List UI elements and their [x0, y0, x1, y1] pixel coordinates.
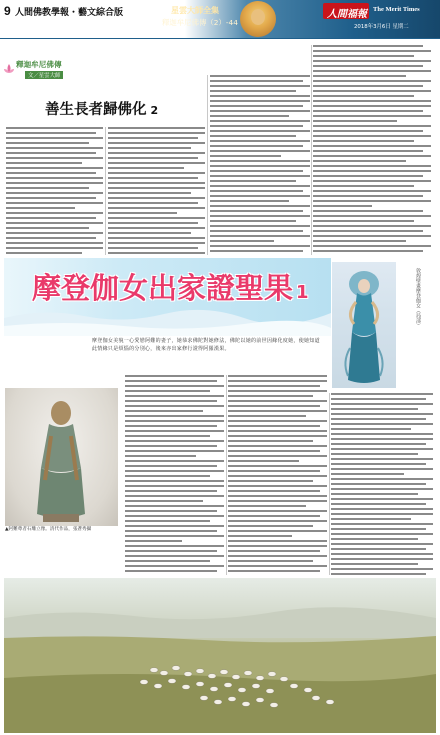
- text-line: [228, 440, 313, 442]
- text-line: [6, 192, 103, 194]
- text-line: [313, 55, 414, 57]
- text-line: [210, 240, 274, 242]
- text-line: [210, 180, 296, 182]
- text-line: [313, 210, 423, 212]
- text-line: [313, 115, 431, 117]
- text-line: [331, 508, 433, 510]
- article2-part: 1: [296, 282, 309, 303]
- column-rule: [329, 393, 330, 575]
- text-line: [108, 232, 191, 234]
- text-line: [331, 513, 433, 515]
- text-line: [108, 182, 205, 184]
- column-tag: [3, 58, 77, 82]
- text-line: [108, 237, 205, 239]
- text-line: [125, 540, 182, 542]
- series-subtitle: 釋迦牟尼佛傳（2）-44: [162, 18, 238, 27]
- text-line: [6, 152, 96, 154]
- article1-body-col2: [108, 127, 205, 255]
- lotus-icon: [3, 60, 15, 72]
- text-line: [313, 45, 423, 47]
- article1-title-text: 善生長者歸佛化: [45, 102, 147, 118]
- text-line: [125, 375, 224, 377]
- text-line: [228, 490, 320, 492]
- text-line: [6, 237, 96, 239]
- text-line: [6, 162, 82, 164]
- series-title: 星雲大師全集: [171, 6, 219, 15]
- text-line: [313, 160, 406, 162]
- text-line: [125, 450, 224, 452]
- text-line: [313, 60, 431, 62]
- text-line: [6, 247, 103, 249]
- text-line: [210, 245, 310, 247]
- text-line: [331, 458, 433, 460]
- text-line: [6, 207, 75, 209]
- text-line: [6, 167, 103, 169]
- header-divider: [0, 38, 440, 39]
- text-line: [210, 165, 310, 167]
- text-line: [108, 202, 198, 204]
- text-line: [331, 393, 433, 395]
- text-line: [210, 210, 303, 212]
- text-line: [108, 127, 205, 129]
- text-line: [228, 475, 327, 477]
- text-line: [210, 75, 310, 77]
- text-line: [210, 135, 296, 137]
- text-line: [125, 440, 224, 442]
- text-line: [313, 215, 431, 217]
- text-line: [210, 105, 303, 107]
- text-line: [6, 137, 103, 139]
- text-line: [331, 518, 411, 520]
- text-line: [210, 225, 310, 227]
- text-line: [210, 125, 303, 127]
- text-line: [313, 170, 431, 172]
- column-rule: [226, 375, 227, 575]
- text-line: [331, 473, 404, 475]
- newspaper-logo: [323, 3, 369, 19]
- text-line: [108, 157, 198, 159]
- article2-body-col3: [331, 393, 433, 575]
- text-line: [313, 180, 431, 182]
- text-line: [210, 220, 296, 222]
- buddha-portrait: [240, 1, 276, 37]
- text-line: [313, 100, 431, 102]
- text-line: [210, 95, 310, 97]
- text-line: [313, 105, 431, 107]
- text-line: [125, 485, 224, 487]
- text-line: [331, 498, 433, 500]
- text-line: [125, 420, 224, 422]
- text-line: [228, 515, 320, 517]
- text-line: [210, 150, 310, 152]
- text-line: [228, 410, 327, 412]
- text-line: [228, 415, 306, 417]
- column-rule: [105, 127, 106, 255]
- text-line: [108, 207, 205, 209]
- text-line: [228, 565, 327, 567]
- text-line: [331, 423, 433, 425]
- text-line: [125, 455, 196, 457]
- text-line: [313, 195, 423, 197]
- text-line: [313, 110, 423, 112]
- text-line: [313, 50, 431, 52]
- article1-body-col1: [6, 127, 103, 255]
- text-line: [125, 495, 224, 497]
- text-line: [108, 222, 198, 224]
- text-line: [125, 425, 217, 427]
- column-tag-byline: 文／星雲大師: [25, 71, 63, 79]
- text-line: [6, 177, 103, 179]
- text-line: [6, 142, 89, 144]
- text-line: [6, 172, 96, 174]
- text-line: [125, 465, 217, 467]
- text-line: [108, 192, 191, 194]
- text-line: [228, 435, 327, 437]
- text-line: [313, 120, 397, 122]
- column-tag-name: 釋迦牟尼佛傳: [16, 60, 62, 69]
- article2-title-text: 摩登伽女出家證聖果: [32, 271, 294, 305]
- text-line: [125, 535, 224, 537]
- text-line: [125, 395, 224, 397]
- text-line: [125, 480, 224, 482]
- text-line: [210, 155, 281, 157]
- text-line: [210, 110, 310, 112]
- text-line: [331, 568, 433, 570]
- text-line: [228, 395, 313, 397]
- text-line: [125, 510, 217, 512]
- text-line: [331, 443, 426, 445]
- text-line: [228, 525, 313, 527]
- text-line: [210, 205, 310, 207]
- banner: [4, 258, 331, 336]
- text-line: [210, 215, 310, 217]
- text-line: [313, 70, 431, 72]
- text-line: [210, 145, 303, 147]
- text-line: [331, 483, 426, 485]
- text-line: [313, 190, 431, 192]
- text-line: [228, 385, 320, 387]
- text-line: [331, 478, 433, 480]
- text-line: [108, 247, 198, 249]
- text-line: [6, 242, 103, 244]
- text-line: [6, 212, 103, 214]
- text-line: [125, 550, 217, 552]
- text-line: [108, 177, 198, 179]
- text-line: [313, 175, 423, 177]
- text-line: [228, 510, 327, 512]
- text-line: [313, 80, 431, 82]
- text-line: [108, 197, 205, 199]
- text-line: [228, 405, 320, 407]
- text-line: [331, 553, 433, 555]
- text-line: [331, 468, 433, 470]
- text-line: [210, 100, 310, 102]
- text-line: [331, 408, 418, 410]
- text-line: [125, 410, 203, 412]
- statue-caption: ▲阿難尊者石雕立像。清代作品，張蒼秀攝: [5, 527, 92, 532]
- text-line: [313, 130, 423, 132]
- text-line: [331, 463, 426, 465]
- text-line: [331, 398, 426, 400]
- dunhuang-painting: [332, 262, 396, 388]
- text-line: [228, 460, 299, 462]
- text-line: [210, 130, 310, 132]
- text-line: [108, 132, 205, 134]
- text-line: [210, 235, 310, 237]
- text-line: [6, 217, 96, 219]
- text-line: [125, 500, 203, 502]
- text-line: [125, 380, 217, 382]
- text-line: [313, 90, 431, 92]
- page-number: 9: [4, 4, 11, 18]
- text-line: [313, 205, 372, 207]
- text-line: [210, 250, 303, 252]
- text-line: [108, 147, 191, 149]
- text-line: [228, 455, 327, 457]
- text-line: [125, 570, 217, 572]
- article1-body-col3: [210, 75, 310, 255]
- text-line: [125, 545, 224, 547]
- text-line: [313, 85, 423, 87]
- issue-date: 2018年3月6日 星期二: [354, 24, 409, 30]
- text-line: [210, 190, 303, 192]
- text-line: [228, 560, 313, 562]
- text-line: [125, 385, 224, 387]
- text-line: [228, 555, 327, 557]
- text-line: [228, 535, 292, 537]
- text-line: [125, 390, 210, 392]
- text-line: [331, 438, 433, 440]
- text-line: [228, 570, 320, 572]
- text-line: [313, 65, 423, 67]
- text-line: [125, 400, 217, 402]
- text-line: [210, 120, 310, 122]
- text-line: [313, 230, 423, 232]
- text-line: [228, 505, 306, 507]
- text-line: [228, 465, 327, 467]
- text-line: [108, 162, 205, 164]
- text-line: [228, 420, 327, 422]
- text-line: [210, 230, 303, 232]
- text-line: [313, 250, 423, 252]
- text-line: [313, 150, 423, 152]
- text-line: [313, 200, 431, 202]
- text-line: [331, 488, 433, 490]
- text-line: [228, 550, 320, 552]
- text-line: [228, 500, 327, 502]
- text-line: [228, 480, 313, 482]
- text-line: [331, 448, 433, 450]
- text-line: [331, 433, 433, 435]
- text-line: [313, 225, 431, 227]
- text-line: [228, 375, 327, 377]
- text-line: [125, 530, 217, 532]
- text-line: [108, 152, 205, 154]
- text-line: [313, 95, 414, 97]
- text-line: [125, 560, 210, 562]
- section-title: 人間佛教學報・藝文綜合版: [15, 8, 124, 18]
- text-line: [331, 428, 411, 430]
- text-line: [210, 90, 296, 92]
- text-line: [210, 175, 310, 177]
- text-line: [125, 435, 210, 437]
- painting-caption: 敦煌壁畫摩登伽女（局部）: [415, 268, 421, 328]
- text-line: [108, 167, 184, 169]
- text-line: [125, 460, 224, 462]
- text-line: [108, 242, 205, 244]
- text-line: [313, 240, 406, 242]
- text-line: [313, 245, 431, 247]
- text-line: [228, 430, 327, 432]
- text-line: [313, 155, 431, 157]
- text-line: [331, 538, 418, 540]
- text-line: [6, 222, 103, 224]
- text-line: [331, 533, 433, 535]
- text-line: [313, 125, 431, 127]
- text-line: [210, 195, 310, 197]
- text-line: [6, 157, 103, 159]
- text-line: [125, 505, 224, 507]
- text-line: [6, 252, 82, 254]
- text-line: [6, 187, 89, 189]
- column-rule: [207, 75, 208, 255]
- text-line: [125, 555, 224, 557]
- text-line: [228, 445, 327, 447]
- text-line: [313, 165, 431, 167]
- text-line: [125, 430, 224, 432]
- text-line: [331, 418, 426, 420]
- text-line: [228, 530, 327, 532]
- text-line: [6, 127, 103, 129]
- text-line: [108, 252, 205, 254]
- text-line: [108, 137, 198, 139]
- newspaper-name: 人間福報: [327, 9, 367, 20]
- text-line: [228, 450, 320, 452]
- text-line: [6, 132, 96, 134]
- text-line: [6, 197, 96, 199]
- text-line: [331, 558, 433, 560]
- text-line: [228, 470, 320, 472]
- text-line: [210, 80, 303, 82]
- text-line: [228, 425, 320, 427]
- text-line: [125, 525, 224, 527]
- newspaper-english: The Merit Times: [373, 6, 420, 13]
- text-line: [331, 493, 418, 495]
- article2-body-col1: [125, 375, 224, 575]
- text-line: [210, 170, 303, 172]
- column-rule: [311, 45, 312, 255]
- text-line: [108, 142, 205, 144]
- text-line: [6, 202, 103, 204]
- text-line: [331, 403, 433, 405]
- text-line: [125, 565, 224, 567]
- text-line: [331, 528, 426, 530]
- text-line: [125, 445, 217, 447]
- text-line: [6, 182, 103, 184]
- text-line: [331, 453, 418, 455]
- text-line: [125, 515, 224, 517]
- text-line: [331, 503, 426, 505]
- text-line: [331, 573, 426, 575]
- text-line: [331, 563, 418, 565]
- text-line: [125, 475, 210, 477]
- text-line: [228, 540, 327, 542]
- text-line: [210, 200, 289, 202]
- text-line: [108, 227, 205, 229]
- article2-body-col2: [228, 375, 327, 575]
- article1-title: [45, 98, 158, 119]
- text-line: [210, 85, 310, 87]
- text-line: [228, 485, 327, 487]
- article2-title: [32, 266, 309, 307]
- text-line: [125, 520, 210, 522]
- text-line: [228, 400, 327, 402]
- landscape-photo: [4, 578, 436, 733]
- text-line: [313, 75, 406, 77]
- text-line: [210, 185, 310, 187]
- text-line: [210, 160, 310, 162]
- text-line: [6, 147, 103, 149]
- text-line: [125, 415, 224, 417]
- text-line: [125, 405, 224, 407]
- text-line: [313, 145, 431, 147]
- text-line: [313, 140, 414, 142]
- text-line: [108, 187, 205, 189]
- text-line: [313, 220, 414, 222]
- text-line: [313, 185, 414, 187]
- page-header: [0, 0, 440, 38]
- text-line: [108, 217, 205, 219]
- text-line: [108, 172, 205, 174]
- article1-body-col4: [313, 45, 431, 255]
- text-line: [125, 490, 217, 492]
- text-line: [6, 227, 89, 229]
- text-line: [228, 390, 327, 392]
- text-line: [125, 470, 224, 472]
- text-line: [228, 520, 327, 522]
- text-line: [6, 232, 103, 234]
- text-line: [228, 545, 327, 547]
- text-line: [331, 413, 433, 415]
- article2-intro: 摩登伽女美貌一心愛戀阿難的妻子，她恭求佛陀對她修法，佛陀以她的前世因緣化度她，使她知道此情緣只是煩惱的分別心，後來亦出家修行證得阿羅漢果。: [92, 338, 320, 352]
- statue-photo: [5, 388, 118, 526]
- text-line: [331, 548, 426, 550]
- text-line: [228, 495, 327, 497]
- text-line: [313, 135, 431, 137]
- text-line: [331, 543, 433, 545]
- text-line: [228, 380, 327, 382]
- text-line: [210, 140, 310, 142]
- text-line: [210, 115, 289, 117]
- text-line: [331, 523, 433, 525]
- text-line: [313, 235, 431, 237]
- text-line: [108, 212, 177, 214]
- article1-part: 2: [150, 104, 159, 117]
